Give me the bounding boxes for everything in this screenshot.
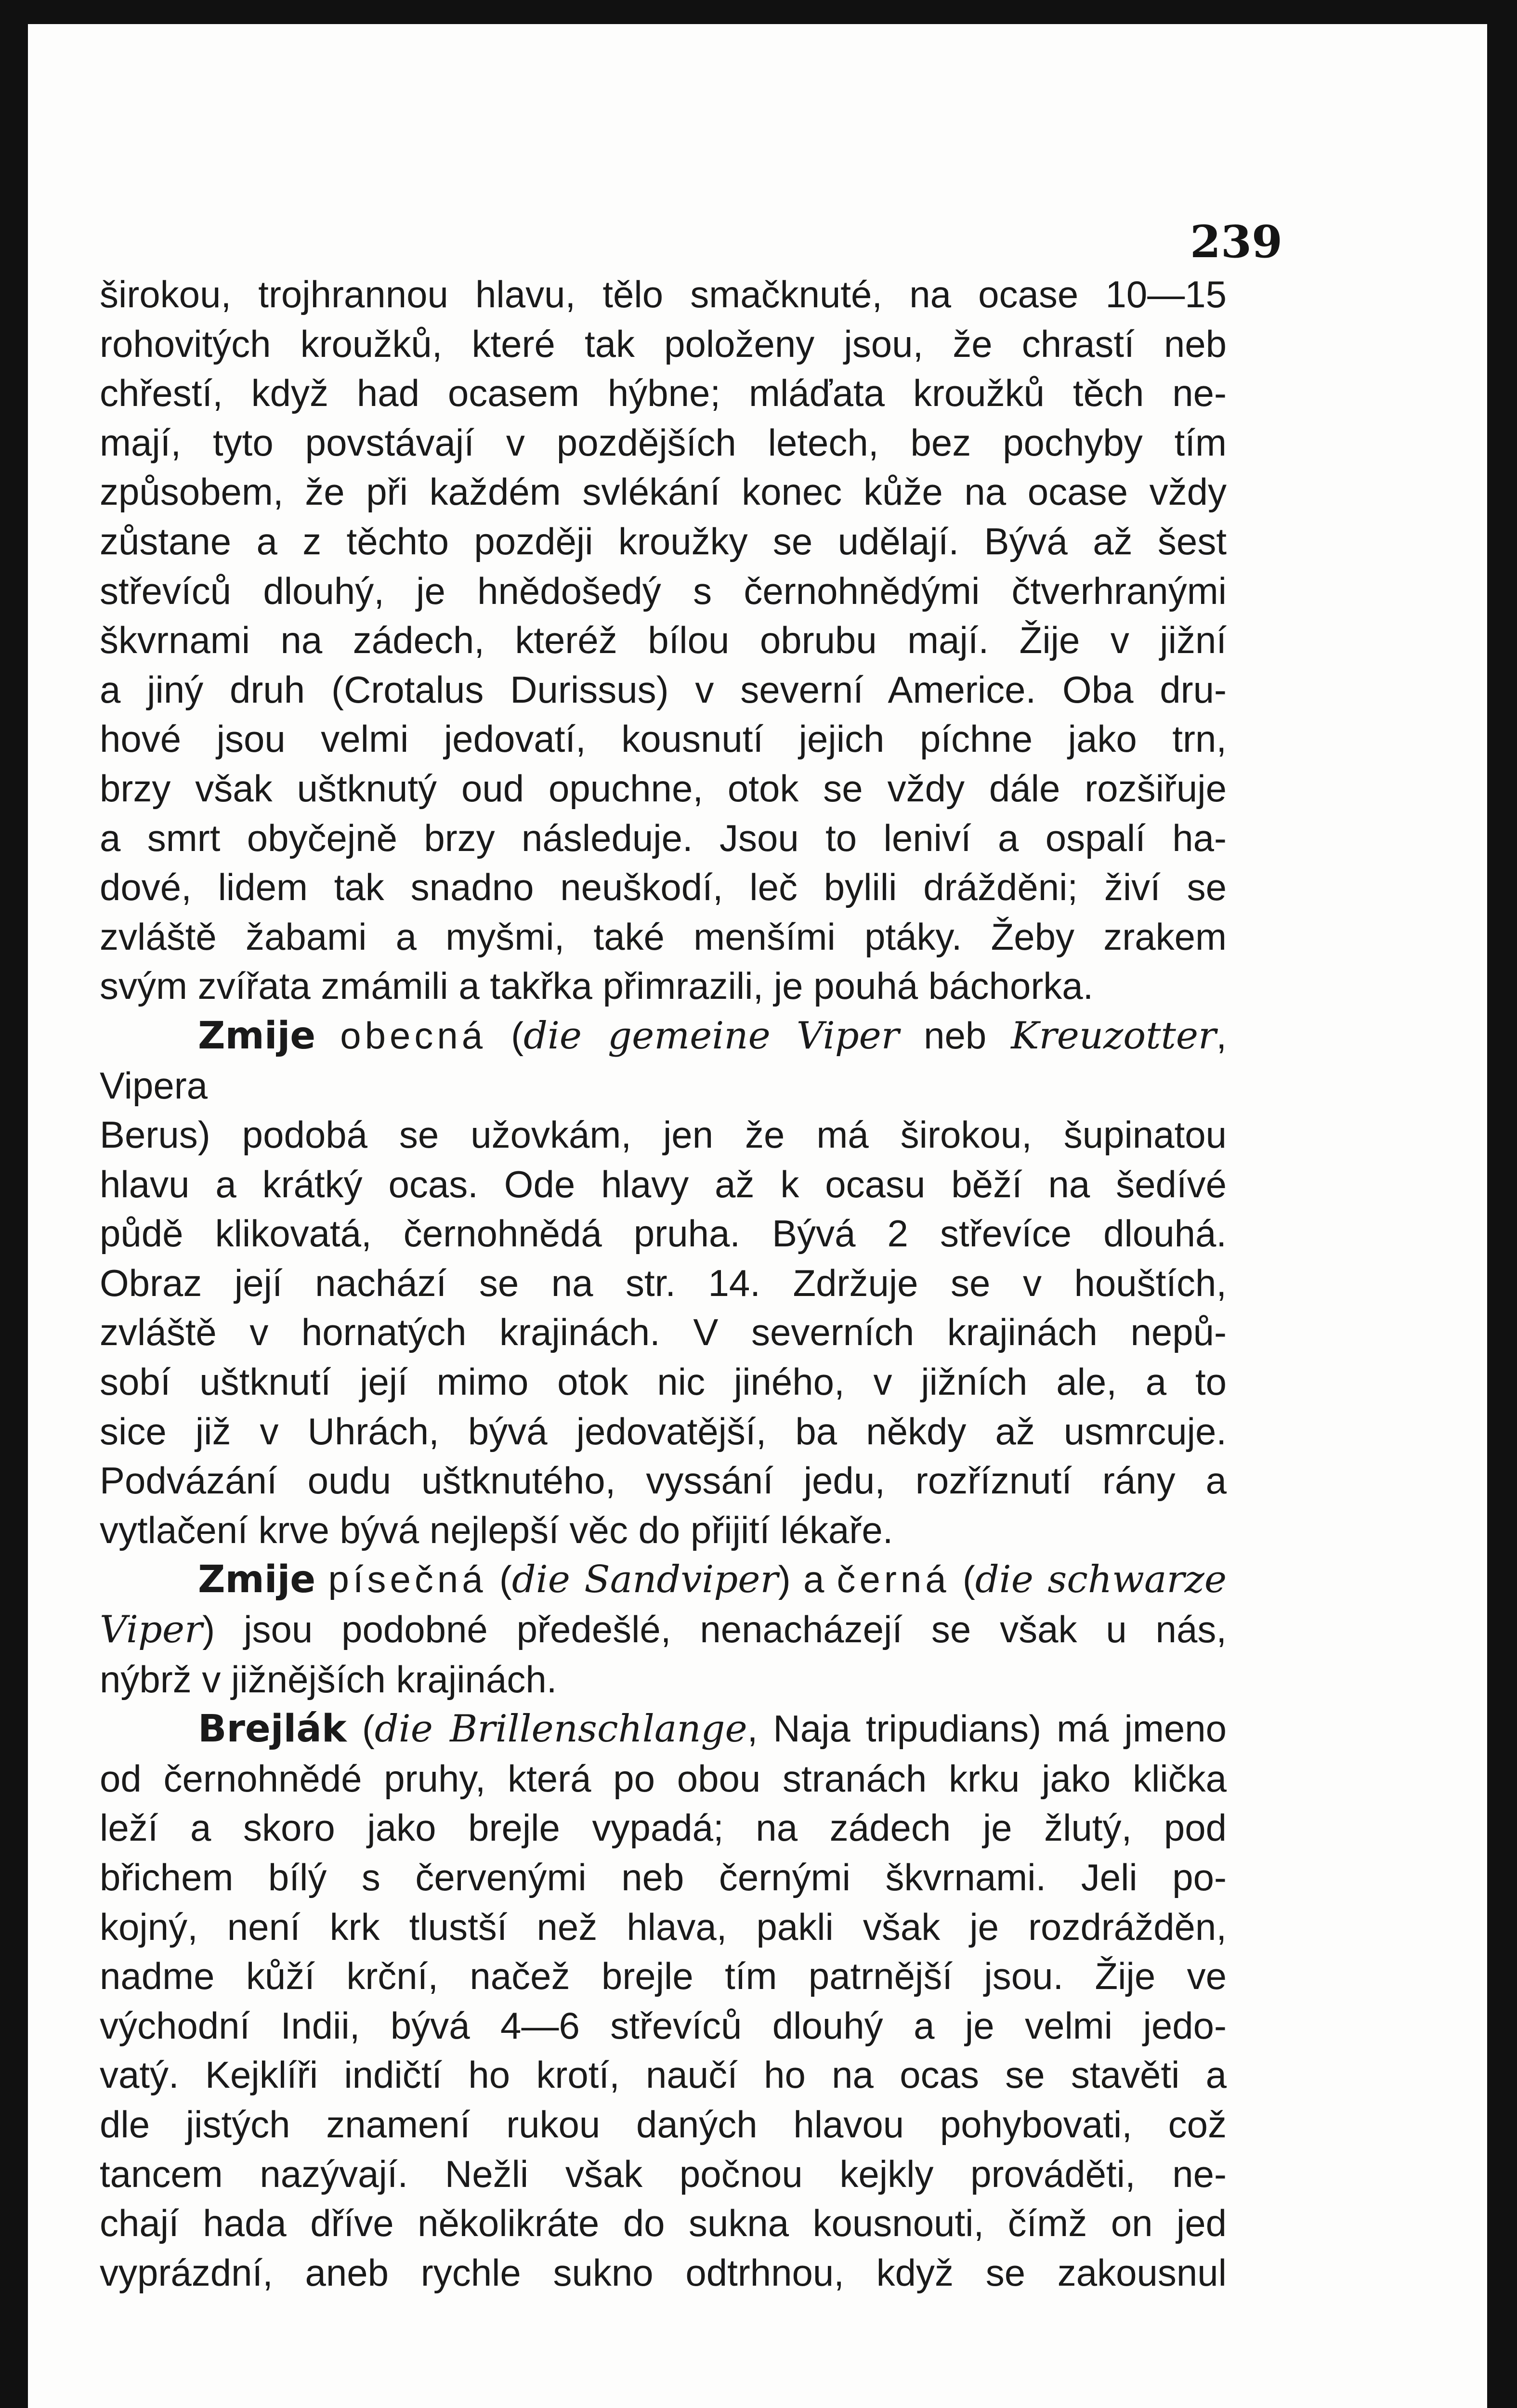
german-name: Kreuzotter bbox=[1011, 1014, 1216, 1058]
species-epithet: obecná bbox=[340, 1014, 487, 1057]
text-line: nadme kůží krční, načež brejle tím patrnější jsou. Žije ve bbox=[100, 1955, 1227, 1998]
german-name: die gemeine Viper bbox=[523, 1014, 900, 1058]
text-line: Obraz její nachází se na str. 14. Zdržuje se v houštích, bbox=[100, 1261, 1227, 1304]
scan-border-left bbox=[0, 0, 28, 2408]
page-number: 239 bbox=[1190, 216, 1282, 268]
text-line-brejlak bbox=[100, 1704, 1227, 1754]
text-line: rohovitých kroužků, které tak položeny jsou, že chrastí neb bbox=[100, 322, 1227, 365]
text-line: od černohnědé pruhy, která po obou stranách krku jako klička bbox=[100, 1757, 1227, 1800]
text-line: střevíců dlouhý, je hnědošedý s černohnědými čtverhranými bbox=[100, 569, 1227, 612]
german-name: die Sandviper bbox=[511, 1558, 778, 1602]
text-line: dové, lidem tak snadno neuškodí, leč bylili drážděni; živí se bbox=[100, 866, 1227, 909]
text-line: a smrt obyčejně brzy následuje. Jsou to leniví a ospalí ha- bbox=[100, 816, 1227, 859]
body-text bbox=[100, 270, 1227, 2297]
scan-border-right bbox=[1487, 0, 1517, 2408]
text-line: způsobem, že při každém svlékání konec kůže na ocase vždy bbox=[100, 471, 1227, 513]
german-name: die Brillenschlange bbox=[374, 1707, 747, 1751]
text-line: vytlačení krve bývá nejlepší věc do přijití lékaře. bbox=[100, 1508, 893, 1551]
text-line: nýbrž v jižnějších krajinách. bbox=[100, 1658, 557, 1701]
text-line: svým zvířata zmámili a takřka přimrazili, je pouhá báchorka. bbox=[100, 965, 1094, 1008]
text-line bbox=[100, 1605, 1227, 1655]
text-line: sobí uštknutí její mimo otok nic jiného, v jižních ale, a to bbox=[100, 1361, 1227, 1403]
text-line: mají, tyto povstávají v pozdějších letech, bez pochyby tím bbox=[100, 421, 1227, 464]
species-term: Zmije bbox=[198, 1014, 316, 1058]
text-fragment: , Naja tripudians) má jmeno bbox=[747, 1707, 1227, 1750]
text-fragment: , Vipera bbox=[100, 1014, 1227, 1107]
text-line: východní Indii, bývá 4—6 střevíců dlouhý a je velmi jedo- bbox=[100, 2004, 1227, 2047]
text-line: leží a skoro jako brejle vypadá; na zádech je žlutý, pod bbox=[100, 1806, 1227, 1849]
text-line: hové jsou velmi jedovatí, kousnutí jejich píchne jako trn, bbox=[100, 718, 1227, 760]
text-line: chají hada dříve několikráte do sukna kousnouti, čímž on jed bbox=[100, 2202, 1227, 2245]
german-name: die schwarze bbox=[975, 1558, 1227, 1602]
text-line: širokou, trojhrannou hlavu, tělo smačknuté, na ocase 10—15 bbox=[100, 273, 1227, 315]
text-fragment: ) jsou podobné předešlé, nenacházejí se však u nás, bbox=[202, 1608, 1227, 1651]
text-line: břichem bílý s červenými neb černými škvrnami. Jeli po- bbox=[100, 1856, 1227, 1898]
text-line: Podvázání oudu uštknutého, vyssání jedu, rozříznutí rány a bbox=[100, 1459, 1227, 1502]
paren-open: ( bbox=[346, 1707, 375, 1750]
german-name: Viper bbox=[100, 1608, 203, 1652]
text-line: a jiný druh (Crotalus Durissus) v severní Americe. Oba dru- bbox=[100, 668, 1227, 711]
text-line: sice již v Uhrách, bývá jedovatější, ba někdy až usmrcuje. bbox=[100, 1410, 1227, 1453]
text-line: zvláště žabami a myšmi, také menšími ptáky. Žeby zrakem bbox=[100, 915, 1227, 958]
text-line: vyprázdní, aneb rychle sukno odtrhnou, když se zakousnul bbox=[100, 2251, 1227, 2294]
text-line-zmije-písečná bbox=[100, 1555, 1227, 1605]
text-line-zmije-obecna bbox=[100, 1011, 1227, 1110]
species-term: Zmije bbox=[198, 1558, 316, 1602]
species-term: Brejlák bbox=[198, 1707, 347, 1751]
text-line: chřestí, když had ocasem hýbne; mláďata kroužků těch ne- bbox=[100, 372, 1227, 415]
species-epithet: písečná bbox=[328, 1558, 487, 1601]
text-line: brzy však uštknutý oud opuchne, otok se vždy dále rozšiřuje bbox=[100, 767, 1227, 810]
text-line: zůstane a z těchto později kroužky se udělají. Bývá až šest bbox=[100, 520, 1227, 563]
species-epithet: černá bbox=[837, 1558, 950, 1601]
text-line: půdě klikovatá, černohnědá pruha. Bývá 2 střevíce dlouhá. bbox=[100, 1212, 1227, 1255]
scan-border-top bbox=[0, 0, 1517, 24]
text-line: kojný, není krk tlustší než hlava, pakli však je rozdrážděn, bbox=[100, 1905, 1227, 1948]
text-line: Berus) podobá se užovkám, jen že má širokou, šupinatou bbox=[100, 1113, 1227, 1156]
text-line: dle jistých znamení rukou daných hlavou pohybovati, což bbox=[100, 2103, 1227, 2146]
paren-open: ( bbox=[499, 1558, 512, 1601]
text-fragment: ) a bbox=[778, 1558, 837, 1601]
paren-open: ( bbox=[950, 1558, 975, 1601]
text-line: hlavu a krátký ocas. Ode hlavy až k ocasu běží na šedívé bbox=[100, 1163, 1227, 1205]
text-line: škvrnami na zádech, kteréž bílou obrubu mají. Žije v jižní bbox=[100, 619, 1227, 662]
text-line: vatý. Kejklíři indičtí ho krotí, naučí ho na ocas se stavěti a bbox=[100, 2054, 1227, 2096]
paren-open: ( bbox=[511, 1014, 524, 1057]
text-line: zvláště v hornatých krajinách. V severních krajinách nepů- bbox=[100, 1311, 1227, 1354]
text-fragment: neb bbox=[899, 1014, 1011, 1057]
text-line: tancem nazývají. Nežli však počnou kejkly prováděti, ne- bbox=[100, 2152, 1227, 2195]
